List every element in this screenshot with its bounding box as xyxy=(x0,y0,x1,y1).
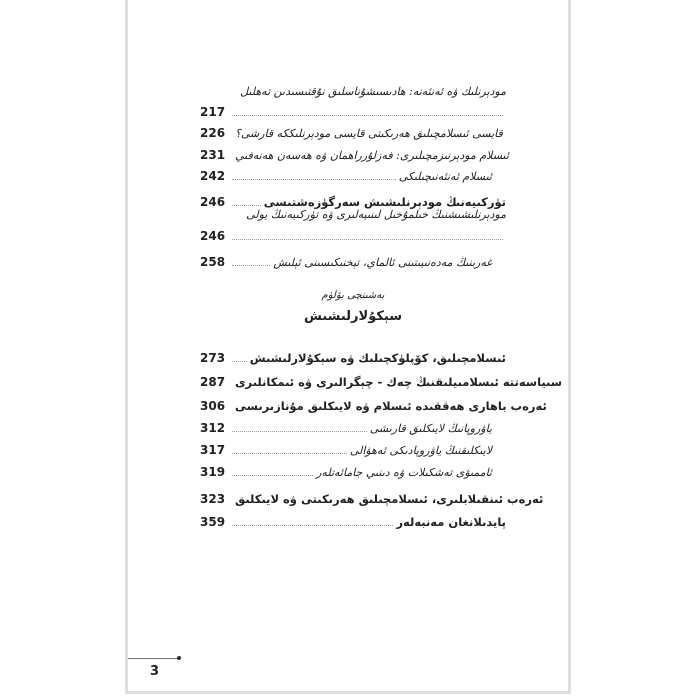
leader-dots xyxy=(232,239,503,240)
toc-entry-title: قايسى ئىسلامچىلىق ھەرىكىتى قايسى مودېرنلىككە قارشى؟ xyxy=(235,126,503,140)
footer-rule-dot xyxy=(177,656,181,660)
page-number: 359 xyxy=(200,515,226,529)
toc-entry-title: سىياسەتتە ئىسلامىيلىقنىڭ چەك - چېگرالىرى ۋە ئىمكانلىرى xyxy=(235,375,563,389)
toc-entry[interactable] xyxy=(200,123,503,143)
page-number: 217 xyxy=(200,105,226,119)
page-number: 312 xyxy=(200,421,226,435)
page-number: 246 xyxy=(200,229,226,243)
page-number: 242 xyxy=(200,169,226,183)
toc-entry[interactable] xyxy=(200,226,506,246)
leader-dots xyxy=(232,115,503,116)
page-number: 246 xyxy=(200,195,226,209)
toc-entry-title: ئىسلام ئەنئەنىچىلىكى xyxy=(398,169,492,183)
toc-entry[interactable] xyxy=(200,418,492,438)
page-number: 231 xyxy=(200,148,226,162)
toc-entry[interactable] xyxy=(200,145,509,165)
leader-dots xyxy=(232,431,367,432)
leader-dots xyxy=(232,525,393,526)
toc-entry[interactable] xyxy=(200,440,492,460)
toc-entry-title: ئىسلام مودېرنىزمچىلىرى: فەزلۇرراھمان ۋە ھەسەن ھەنەفىي xyxy=(235,148,509,162)
toc-entry[interactable] xyxy=(200,166,492,186)
leader-dots xyxy=(232,361,247,362)
leader-dots xyxy=(232,453,347,454)
toc-entry[interactable] xyxy=(200,462,492,482)
page-number: 317 xyxy=(200,443,226,457)
toc-entry-title: غەربنىڭ مەدەنىيىتىنى ئالماي، تېخنىكىسىنى ئېلىش xyxy=(273,255,492,269)
toc-entry-title: ياۋروپانىڭ لايىكلىق قارىشى xyxy=(369,421,492,435)
toc-entry[interactable] xyxy=(200,348,506,368)
toc-entry[interactable] xyxy=(200,396,547,416)
toc-entry-title: ئىسلامچىلىق، كۆپلۈكچىلىك ۋە سېكۇلارلىشىش xyxy=(249,351,506,365)
toc-entry-title: تۈركىيەنىڭ مودېرنلىشىش سەرگۈزەشتىسى xyxy=(263,195,506,209)
toc-entry-title: ئەرەب ئىنقىلابلىرى، ئىسلامچىلىق ھەرىكىتى ۋە لايىكلىق xyxy=(235,492,544,506)
toc-entry[interactable] xyxy=(200,512,506,532)
toc-entry[interactable] xyxy=(200,252,492,272)
leader-dots xyxy=(232,179,396,180)
page-number: 323 xyxy=(200,492,226,506)
toc-entry-title: لايىكلىقنىڭ ياۋروپادىكى ئەھۋالى xyxy=(349,443,492,457)
section-label: بەشىنچى بۆلۈم xyxy=(321,290,385,301)
toc-entry-title: مودېرنلىشىشنىڭ خىلمۇخىل لىنىيەلىرى ۋە تۈركىيەنىڭ يولى xyxy=(246,208,506,221)
page-number: 273 xyxy=(200,351,226,365)
toc-entry-title: ئەرەب باھارى ھەققىدە ئىسلام ۋە لايىكلىق مۇنازىرىسى xyxy=(235,399,547,413)
page-number: 319 xyxy=(200,465,226,479)
toc-entry-title: مودېرنلىك ۋە ئەنئەنە: ھادىسىشۇناسلىق نۇقتىسىدىن تەھلىل xyxy=(240,85,506,98)
footer-page-number: 3 xyxy=(150,664,160,679)
section-title: سېكۇلارلىشىش xyxy=(303,309,403,324)
footer-rule xyxy=(128,658,178,659)
toc-entry[interactable] xyxy=(200,489,544,509)
leader-dots xyxy=(232,475,313,476)
page-number: 258 xyxy=(200,255,226,269)
toc-entry-title: پايدىلانغان مەنبەلەر xyxy=(396,515,506,529)
leader-dots xyxy=(232,205,261,206)
toc-entry[interactable] xyxy=(200,372,563,392)
toc-entry-title: ئاممىۋى تەشكىلات ۋە دىنىي جامائەتلەر xyxy=(316,465,492,479)
leader-dots xyxy=(232,265,270,266)
page-number: 287 xyxy=(200,375,226,389)
page-number: 306 xyxy=(200,399,226,413)
toc-entry[interactable] xyxy=(200,102,506,122)
page-number: 226 xyxy=(200,126,226,140)
